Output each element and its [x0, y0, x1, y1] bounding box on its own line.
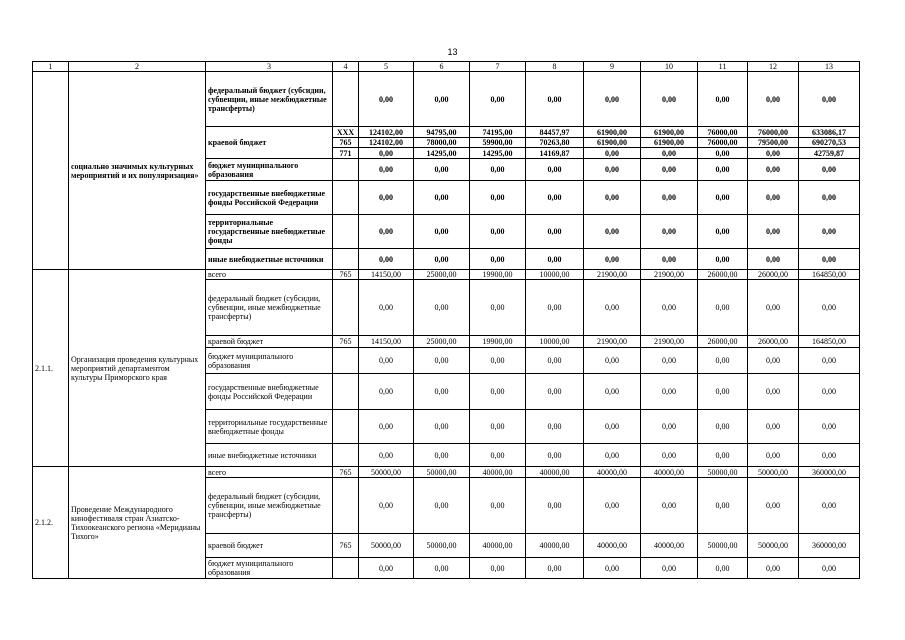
value-cell: 21900,00	[584, 336, 641, 348]
value-cell: 633086,17	[799, 127, 860, 138]
item-description: социально значимых культурных мероприятий и их популяризация»	[69, 72, 206, 270]
value-cell: 25000,00	[414, 336, 470, 348]
funding-source: бюджет муниципального образования	[206, 159, 333, 181]
funding-source: территориальные государственные внебюджетные фонды	[206, 215, 333, 249]
funding-source: территориальные государственные внебюджетные фонды	[206, 410, 333, 444]
value-cell: 0,00	[526, 181, 584, 215]
value-cell: 0,00	[799, 444, 860, 467]
value-cell: 74195,00	[470, 127, 526, 138]
table-row	[33, 270, 860, 280]
value-cell: 0,00	[470, 558, 526, 579]
funding-source: государственные внебюджетные фонды Российской Федерации	[206, 374, 333, 410]
value-cell: 0,00	[641, 249, 698, 270]
value-cell: 0,00	[748, 478, 799, 534]
value-cell: 0,00	[526, 410, 584, 444]
value-cell: 0,00	[584, 410, 641, 444]
table-row	[33, 72, 860, 127]
value-cell: 0,00	[359, 348, 414, 374]
value-cell: 50000,00	[359, 467, 414, 478]
value-cell: 0,00	[414, 348, 470, 374]
value-cell: 0,00	[359, 478, 414, 534]
value-cell: 0,00	[584, 215, 641, 249]
value-cell: 0,00	[526, 374, 584, 410]
grbs-code	[333, 72, 359, 127]
value-cell: 0,00	[470, 215, 526, 249]
value-cell: 0,00	[359, 410, 414, 444]
funding-source: бюджет муниципального образования	[206, 348, 333, 374]
value-cell: 0,00	[799, 249, 860, 270]
funding-source: государственные внебюджетные фонды Российской Федерации	[206, 181, 333, 215]
value-cell: 40000,00	[641, 534, 698, 558]
grbs-code: 765	[333, 336, 359, 348]
value-cell: 0,00	[359, 558, 414, 579]
value-cell: 94795,00	[414, 127, 470, 138]
value-cell: 0,00	[414, 215, 470, 249]
value-cell: 21900,00	[641, 336, 698, 348]
value-cell: 0,00	[748, 159, 799, 181]
value-cell: 0,00	[526, 558, 584, 579]
value-cell: 0,00	[470, 374, 526, 410]
value-cell: 40000,00	[470, 467, 526, 478]
value-cell: 0,00	[584, 159, 641, 181]
funding-source: всего	[206, 467, 333, 478]
value-cell: 0,00	[641, 181, 698, 215]
column-number: 5	[359, 62, 414, 72]
value-cell: 79500,00	[748, 138, 799, 148]
value-cell: 0,00	[414, 410, 470, 444]
column-number: 3	[206, 62, 333, 72]
value-cell: 84457,97	[526, 127, 584, 138]
value-cell: 50000,00	[359, 534, 414, 558]
value-cell: 0,00	[584, 280, 641, 336]
funding-source: федеральный бюджет (субсидии, субвенции, иные межбюджетные трансферты)	[206, 280, 333, 336]
value-cell: 0,00	[584, 558, 641, 579]
value-cell: 0,00	[526, 348, 584, 374]
value-cell: 0,00	[641, 148, 698, 159]
grbs-code	[333, 249, 359, 270]
value-cell: 0,00	[414, 444, 470, 467]
value-cell: 0,00	[526, 159, 584, 181]
value-cell: 0,00	[641, 558, 698, 579]
value-cell: 50000,00	[698, 467, 748, 478]
item-description: Проведение Международного кинофестиваля стран Азиатско-Тихоокеанского региона «Меридианы Тихого»	[69, 467, 206, 579]
grbs-code	[333, 280, 359, 336]
value-cell: 124102,00	[359, 127, 414, 138]
funding-source: иные внебюджетные источники	[206, 249, 333, 270]
value-cell: 0,00	[698, 444, 748, 467]
grbs-code	[333, 374, 359, 410]
column-number: 1	[33, 62, 69, 72]
grbs-code: 765	[333, 467, 359, 478]
funding-source: краевой бюджет	[206, 127, 333, 159]
column-number: 9	[584, 62, 641, 72]
value-cell: 0,00	[748, 181, 799, 215]
value-cell: 0,00	[359, 215, 414, 249]
value-cell: 0,00	[470, 478, 526, 534]
grbs-code: 765	[333, 138, 359, 148]
value-cell: 0,00	[359, 181, 414, 215]
value-cell: 0,00	[748, 444, 799, 467]
value-cell: 0,00	[799, 215, 860, 249]
grbs-code	[333, 215, 359, 249]
funding-source: федеральный бюджет (субсидии, субвенции, иные межбюджетные трансферты)	[206, 72, 333, 127]
grbs-code	[333, 478, 359, 534]
value-cell: 61900,00	[641, 127, 698, 138]
funding-source: бюджет муниципального образования	[206, 558, 333, 579]
value-cell: 0,00	[526, 72, 584, 127]
value-cell: 59900,00	[470, 138, 526, 148]
value-cell: 14150,00	[359, 336, 414, 348]
value-cell: 0,00	[414, 374, 470, 410]
value-cell: 0,00	[748, 215, 799, 249]
value-cell: 0,00	[584, 181, 641, 215]
value-cell: 76000,00	[698, 138, 748, 148]
value-cell: 0,00	[698, 181, 748, 215]
column-number: 4	[333, 62, 359, 72]
item-description: Организация проведения культурных мероприятий департаментом культуры Приморского края	[69, 270, 206, 467]
funding-source: краевой бюджет	[206, 336, 333, 348]
value-cell: 0,00	[748, 374, 799, 410]
value-cell: 70263,80	[526, 138, 584, 148]
value-cell: 0,00	[641, 280, 698, 336]
value-cell: 0,00	[526, 215, 584, 249]
grbs-code	[333, 348, 359, 374]
value-cell: 21900,00	[641, 270, 698, 280]
value-cell: 0,00	[698, 410, 748, 444]
column-number: 11	[698, 62, 748, 72]
value-cell: 14295,00	[470, 148, 526, 159]
value-cell: 0,00	[414, 181, 470, 215]
value-cell: 0,00	[698, 148, 748, 159]
value-cell: 0,00	[641, 374, 698, 410]
value-cell: 690270,53	[799, 138, 860, 148]
value-cell: 0,00	[470, 72, 526, 127]
value-cell: 0,00	[470, 181, 526, 215]
value-cell: 124102,00	[359, 138, 414, 148]
value-cell: 0,00	[641, 410, 698, 444]
value-cell: 61900,00	[584, 127, 641, 138]
value-cell: 0,00	[799, 348, 860, 374]
section-total	[33, 72, 860, 270]
value-cell: 26000,00	[748, 270, 799, 280]
value-cell: 0,00	[470, 410, 526, 444]
grbs-code	[333, 181, 359, 215]
value-cell: 360000,00	[799, 467, 860, 478]
value-cell: 26000,00	[698, 336, 748, 348]
value-cell: 0,00	[359, 249, 414, 270]
value-cell: 0,00	[799, 374, 860, 410]
value-cell: 0,00	[748, 410, 799, 444]
table-row	[33, 467, 860, 478]
value-cell: 0,00	[359, 280, 414, 336]
value-cell: 0,00	[748, 558, 799, 579]
value-cell: 0,00	[641, 478, 698, 534]
grbs-code	[333, 159, 359, 181]
value-cell: 0,00	[641, 159, 698, 181]
value-cell: 0,00	[698, 249, 748, 270]
column-number: 10	[641, 62, 698, 72]
value-cell: 25000,00	[414, 270, 470, 280]
column-number: 12	[748, 62, 799, 72]
value-cell: 14295,00	[414, 148, 470, 159]
grbs-code: 765	[333, 534, 359, 558]
value-cell: 0,00	[748, 148, 799, 159]
funding-source: всего	[206, 270, 333, 280]
value-cell: 0,00	[641, 348, 698, 374]
value-cell: 0,00	[641, 215, 698, 249]
value-cell: 14169,87	[526, 148, 584, 159]
value-cell: 40000,00	[526, 534, 584, 558]
value-cell: 0,00	[584, 444, 641, 467]
value-cell: 0,00	[526, 478, 584, 534]
value-cell: 0,00	[799, 558, 860, 579]
column-number: 13	[799, 62, 860, 72]
value-cell: 0,00	[748, 72, 799, 127]
value-cell: 0,00	[799, 72, 860, 127]
value-cell: 0,00	[470, 348, 526, 374]
value-cell: 0,00	[470, 280, 526, 336]
value-cell: 0,00	[414, 478, 470, 534]
value-cell: 0,00	[414, 249, 470, 270]
section-2-1-1	[33, 270, 860, 467]
value-cell: 164850,00	[799, 336, 860, 348]
value-cell: 0,00	[641, 72, 698, 127]
column-number: 2	[69, 62, 206, 72]
column-number: 7	[470, 62, 526, 72]
budget-table	[32, 61, 860, 579]
value-cell: 0,00	[526, 280, 584, 336]
value-cell: 40000,00	[584, 534, 641, 558]
value-cell: 0,00	[799, 478, 860, 534]
value-cell: 0,00	[414, 558, 470, 579]
value-cell: 0,00	[698, 280, 748, 336]
value-cell: 0,00	[748, 249, 799, 270]
grbs-code	[333, 444, 359, 467]
value-cell: 78000,00	[414, 138, 470, 148]
value-cell: 0,00	[641, 444, 698, 467]
value-cell: 0,00	[698, 215, 748, 249]
value-cell: 14150,00	[359, 270, 414, 280]
value-cell: 61900,00	[584, 138, 641, 148]
value-cell: 61900,00	[641, 138, 698, 148]
value-cell: 0,00	[698, 159, 748, 181]
value-cell: 0,00	[414, 280, 470, 336]
funding-source: краевой бюджет	[206, 534, 333, 558]
value-cell: 50000,00	[414, 467, 470, 478]
funding-source: федеральный бюджет (субсидии, субвенции, иные межбюджетные трансферты)	[206, 478, 333, 534]
value-cell: 0,00	[748, 280, 799, 336]
value-cell: 40000,00	[641, 467, 698, 478]
value-cell: 0,00	[584, 148, 641, 159]
value-cell: 21900,00	[584, 270, 641, 280]
value-cell: 0,00	[698, 478, 748, 534]
value-cell: 0,00	[526, 444, 584, 467]
value-cell: 0,00	[359, 374, 414, 410]
section-2-1-2	[33, 467, 860, 579]
column-number-row	[33, 62, 860, 72]
value-cell: 0,00	[584, 374, 641, 410]
grbs-code: 771	[333, 148, 359, 159]
value-cell: 40000,00	[526, 467, 584, 478]
value-cell: 0,00	[359, 159, 414, 181]
value-cell: 0,00	[748, 348, 799, 374]
value-cell: 50000,00	[414, 534, 470, 558]
item-number: 2.1.2.	[33, 467, 69, 579]
value-cell: 10000,00	[526, 270, 584, 280]
value-cell: 0,00	[470, 159, 526, 181]
value-cell: 0,00	[359, 444, 414, 467]
value-cell: 0,00	[698, 72, 748, 127]
value-cell: 0,00	[799, 159, 860, 181]
value-cell: 0,00	[526, 249, 584, 270]
value-cell: 0,00	[698, 558, 748, 579]
value-cell: 40000,00	[470, 534, 526, 558]
funding-source: иные внебюджетные источники	[206, 444, 333, 467]
grbs-code	[333, 558, 359, 579]
item-number: 2.1.1.	[33, 270, 69, 467]
value-cell: 42759,87	[799, 148, 860, 159]
value-cell: 0,00	[584, 478, 641, 534]
value-cell: 26000,00	[748, 336, 799, 348]
value-cell: 50000,00	[748, 534, 799, 558]
value-cell: 0,00	[584, 348, 641, 374]
column-number: 6	[414, 62, 470, 72]
value-cell: 0,00	[799, 280, 860, 336]
value-cell: 0,00	[584, 72, 641, 127]
value-cell: 0,00	[799, 181, 860, 215]
column-number: 8	[526, 62, 584, 72]
grbs-code: XXX	[333, 127, 359, 138]
value-cell: 50000,00	[698, 534, 748, 558]
value-cell: 26000,00	[698, 270, 748, 280]
value-cell: 0,00	[584, 249, 641, 270]
value-cell: 360000,00	[799, 534, 860, 558]
value-cell: 0,00	[414, 159, 470, 181]
value-cell: 40000,00	[584, 467, 641, 478]
grbs-code	[333, 410, 359, 444]
value-cell: 19900,00	[470, 270, 526, 280]
value-cell: 0,00	[799, 410, 860, 444]
value-cell: 164850,00	[799, 270, 860, 280]
value-cell: 0,00	[470, 444, 526, 467]
value-cell: 0,00	[698, 348, 748, 374]
page-number: 13	[447, 47, 458, 57]
value-cell: 50000,00	[748, 467, 799, 478]
value-cell: 0,00	[414, 72, 470, 127]
value-cell: 76000,00	[698, 127, 748, 138]
value-cell: 76000,00	[748, 127, 799, 138]
item-number	[33, 72, 69, 270]
value-cell: 0,00	[359, 72, 414, 127]
value-cell: 0,00	[470, 249, 526, 270]
value-cell: 0,00	[698, 374, 748, 410]
value-cell: 0,00	[359, 148, 414, 159]
value-cell: 19900,00	[470, 336, 526, 348]
grbs-code: 765	[333, 270, 359, 280]
value-cell: 10000,00	[526, 336, 584, 348]
